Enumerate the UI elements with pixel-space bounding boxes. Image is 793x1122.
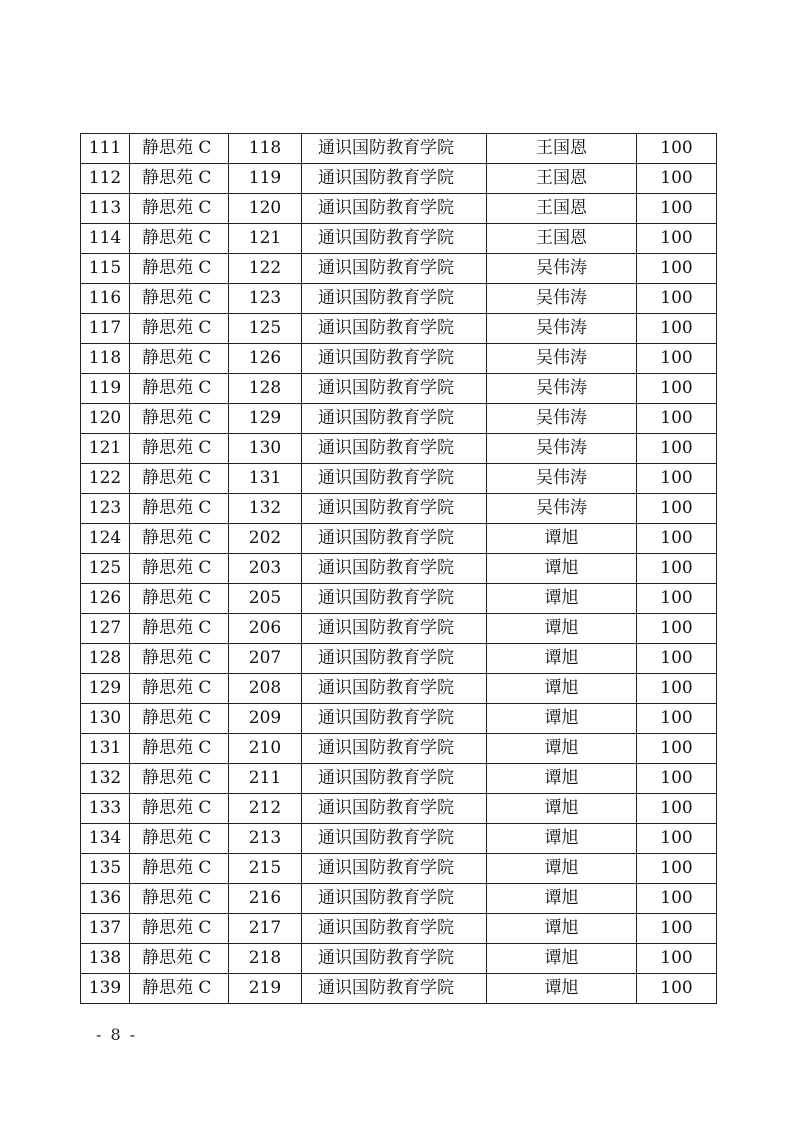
- cell-score: 100: [637, 464, 717, 494]
- cell-inspector-name: 谭旭: [487, 524, 637, 554]
- cell-building: 静思苑 C: [130, 164, 229, 194]
- table-row: [81, 944, 717, 974]
- cell-room-number: 120: [229, 194, 302, 224]
- cell-inspector-name: 谭旭: [487, 674, 637, 704]
- cell-room-number: 207: [229, 644, 302, 674]
- cell-row-number: 112: [81, 164, 130, 194]
- cell-inspector-name: 谭旭: [487, 914, 637, 944]
- cell-inspector-name: 谭旭: [487, 794, 637, 824]
- cell-room-number: 213: [229, 824, 302, 854]
- cell-score: 100: [637, 584, 717, 614]
- cell-department: 通识国防教育学院: [302, 734, 487, 764]
- cell-department: 通识国防教育学院: [302, 374, 487, 404]
- cell-building: 静思苑 C: [130, 854, 229, 884]
- cell-score: 100: [637, 344, 717, 374]
- cell-department: 通识国防教育学院: [302, 554, 487, 584]
- cell-department: 通识国防教育学院: [302, 194, 487, 224]
- cell-department: 通识国防教育学院: [302, 674, 487, 704]
- cell-score: 100: [637, 644, 717, 674]
- cell-score: 100: [637, 614, 717, 644]
- cell-room-number: 219: [229, 974, 302, 1004]
- cell-row-number: 129: [81, 674, 130, 704]
- cell-row-number: 115: [81, 254, 130, 284]
- cell-row-number: 116: [81, 284, 130, 314]
- cell-inspector-name: 谭旭: [487, 734, 637, 764]
- cell-building: 静思苑 C: [130, 614, 229, 644]
- cell-row-number: 132: [81, 764, 130, 794]
- cell-room-number: 131: [229, 464, 302, 494]
- cell-row-number: 111: [81, 134, 130, 164]
- cell-inspector-name: 吴伟涛: [487, 344, 637, 374]
- cell-department: 通识国防教育学院: [302, 644, 487, 674]
- cell-room-number: 118: [229, 134, 302, 164]
- cell-department: 通识国防教育学院: [302, 284, 487, 314]
- cell-building: 静思苑 C: [130, 134, 229, 164]
- cell-row-number: 136: [81, 884, 130, 914]
- cell-row-number: 117: [81, 314, 130, 344]
- cell-department: 通识国防教育学院: [302, 824, 487, 854]
- cell-score: 100: [637, 704, 717, 734]
- cell-row-number: 126: [81, 584, 130, 614]
- cell-row-number: 134: [81, 824, 130, 854]
- cell-score: 100: [637, 884, 717, 914]
- dormitory-score-table: [80, 133, 717, 1004]
- cell-department: 通识国防教育学院: [302, 464, 487, 494]
- table-row: [81, 674, 717, 704]
- table-row: [81, 794, 717, 824]
- cell-room-number: 205: [229, 584, 302, 614]
- cell-score: 100: [637, 164, 717, 194]
- cell-room-number: 212: [229, 794, 302, 824]
- table-row: [81, 914, 717, 944]
- cell-row-number: 113: [81, 194, 130, 224]
- cell-inspector-name: 谭旭: [487, 554, 637, 584]
- cell-room-number: 217: [229, 914, 302, 944]
- cell-row-number: 120: [81, 404, 130, 434]
- cell-inspector-name: 谭旭: [487, 944, 637, 974]
- cell-score: 100: [637, 764, 717, 794]
- cell-score: 100: [637, 314, 717, 344]
- table-row: [81, 344, 717, 374]
- cell-building: 静思苑 C: [130, 674, 229, 704]
- cell-row-number: 125: [81, 554, 130, 584]
- table-row: [81, 554, 717, 584]
- cell-inspector-name: 谭旭: [487, 854, 637, 884]
- cell-room-number: 128: [229, 374, 302, 404]
- cell-row-number: 127: [81, 614, 130, 644]
- cell-building: 静思苑 C: [130, 524, 229, 554]
- cell-score: 100: [637, 194, 717, 224]
- cell-room-number: 202: [229, 524, 302, 554]
- cell-room-number: 218: [229, 944, 302, 974]
- cell-inspector-name: 谭旭: [487, 704, 637, 734]
- cell-building: 静思苑 C: [130, 194, 229, 224]
- cell-row-number: 122: [81, 464, 130, 494]
- cell-inspector-name: 谭旭: [487, 614, 637, 644]
- cell-department: 通识国防教育学院: [302, 524, 487, 554]
- cell-row-number: 121: [81, 434, 130, 464]
- cell-room-number: 209: [229, 704, 302, 734]
- table-row: [81, 704, 717, 734]
- table-row: [81, 854, 717, 884]
- table-row: [81, 764, 717, 794]
- table-row: [81, 734, 717, 764]
- cell-inspector-name: 谭旭: [487, 644, 637, 674]
- cell-inspector-name: 谭旭: [487, 824, 637, 854]
- cell-building: 静思苑 C: [130, 764, 229, 794]
- cell-department: 通识国防教育学院: [302, 614, 487, 644]
- cell-room-number: 119: [229, 164, 302, 194]
- cell-building: 静思苑 C: [130, 584, 229, 614]
- cell-room-number: 123: [229, 284, 302, 314]
- cell-room-number: 122: [229, 254, 302, 284]
- cell-row-number: 135: [81, 854, 130, 884]
- cell-room-number: 121: [229, 224, 302, 254]
- cell-inspector-name: 吴伟涛: [487, 464, 637, 494]
- cell-building: 静思苑 C: [130, 974, 229, 1004]
- cell-room-number: 129: [229, 404, 302, 434]
- cell-row-number: 119: [81, 374, 130, 404]
- cell-department: 通识国防教育学院: [302, 494, 487, 524]
- cell-department: 通识国防教育学院: [302, 884, 487, 914]
- page-number: - 8 -: [96, 1025, 138, 1044]
- cell-building: 静思苑 C: [130, 434, 229, 464]
- cell-building: 静思苑 C: [130, 464, 229, 494]
- cell-room-number: 203: [229, 554, 302, 584]
- cell-department: 通识国防教育学院: [302, 764, 487, 794]
- cell-score: 100: [637, 794, 717, 824]
- cell-room-number: 215: [229, 854, 302, 884]
- cell-department: 通识国防教育学院: [302, 974, 487, 1004]
- cell-inspector-name: 吴伟涛: [487, 494, 637, 524]
- cell-inspector-name: 吴伟涛: [487, 314, 637, 344]
- cell-department: 通识国防教育学院: [302, 134, 487, 164]
- cell-row-number: 123: [81, 494, 130, 524]
- table-row: [81, 974, 717, 1004]
- cell-row-number: 131: [81, 734, 130, 764]
- table-row: [81, 434, 717, 464]
- cell-building: 静思苑 C: [130, 554, 229, 584]
- cell-score: 100: [637, 974, 717, 1004]
- cell-department: 通识国防教育学院: [302, 254, 487, 284]
- table-row: [81, 134, 717, 164]
- cell-inspector-name: 吴伟涛: [487, 404, 637, 434]
- cell-department: 通识国防教育学院: [302, 704, 487, 734]
- cell-inspector-name: 谭旭: [487, 764, 637, 794]
- cell-score: 100: [637, 824, 717, 854]
- cell-row-number: 139: [81, 974, 130, 1004]
- cell-score: 100: [637, 404, 717, 434]
- table-row: [81, 194, 717, 224]
- cell-department: 通识国防教育学院: [302, 164, 487, 194]
- cell-building: 静思苑 C: [130, 884, 229, 914]
- table-row: [81, 884, 717, 914]
- cell-inspector-name: 王国恩: [487, 224, 637, 254]
- cell-row-number: 128: [81, 644, 130, 674]
- cell-room-number: 216: [229, 884, 302, 914]
- table-row: [81, 614, 717, 644]
- cell-building: 静思苑 C: [130, 404, 229, 434]
- cell-score: 100: [637, 914, 717, 944]
- table-row: [81, 314, 717, 344]
- cell-row-number: 130: [81, 704, 130, 734]
- cell-building: 静思苑 C: [130, 284, 229, 314]
- cell-row-number: 133: [81, 794, 130, 824]
- cell-score: 100: [637, 734, 717, 764]
- cell-score: 100: [637, 554, 717, 584]
- cell-inspector-name: 吴伟涛: [487, 284, 637, 314]
- cell-score: 100: [637, 374, 717, 404]
- cell-row-number: 114: [81, 224, 130, 254]
- cell-inspector-name: 王国恩: [487, 134, 637, 164]
- cell-room-number: 132: [229, 494, 302, 524]
- table-row: [81, 224, 717, 254]
- table-body: [81, 134, 717, 1004]
- cell-department: 通识国防教育学院: [302, 584, 487, 614]
- cell-building: 静思苑 C: [130, 314, 229, 344]
- cell-inspector-name: 谭旭: [487, 584, 637, 614]
- cell-department: 通识国防教育学院: [302, 404, 487, 434]
- cell-score: 100: [637, 134, 717, 164]
- cell-inspector-name: 王国恩: [487, 164, 637, 194]
- cell-score: 100: [637, 674, 717, 704]
- cell-building: 静思苑 C: [130, 254, 229, 284]
- table-row: [81, 584, 717, 614]
- cell-inspector-name: 谭旭: [487, 974, 637, 1004]
- cell-score: 100: [637, 254, 717, 284]
- cell-department: 通识国防教育学院: [302, 314, 487, 344]
- table-row: [81, 254, 717, 284]
- cell-inspector-name: 吴伟涛: [487, 434, 637, 464]
- cell-building: 静思苑 C: [130, 944, 229, 974]
- cell-department: 通识国防教育学院: [302, 344, 487, 374]
- cell-building: 静思苑 C: [130, 344, 229, 374]
- cell-department: 通识国防教育学院: [302, 224, 487, 254]
- cell-department: 通识国防教育学院: [302, 854, 487, 884]
- cell-room-number: 208: [229, 674, 302, 704]
- table-row: [81, 644, 717, 674]
- cell-building: 静思苑 C: [130, 494, 229, 524]
- cell-score: 100: [637, 524, 717, 554]
- cell-score: 100: [637, 284, 717, 314]
- cell-score: 100: [637, 494, 717, 524]
- cell-score: 100: [637, 944, 717, 974]
- cell-department: 通识国防教育学院: [302, 434, 487, 464]
- cell-inspector-name: 王国恩: [487, 194, 637, 224]
- cell-inspector-name: 吴伟涛: [487, 374, 637, 404]
- cell-score: 100: [637, 224, 717, 254]
- cell-row-number: 118: [81, 344, 130, 374]
- cell-building: 静思苑 C: [130, 374, 229, 404]
- cell-building: 静思苑 C: [130, 704, 229, 734]
- table-row: [81, 404, 717, 434]
- cell-inspector-name: 吴伟涛: [487, 254, 637, 284]
- table-row: [81, 494, 717, 524]
- cell-building: 静思苑 C: [130, 734, 229, 764]
- table-row: [81, 374, 717, 404]
- cell-room-number: 206: [229, 614, 302, 644]
- table-row: [81, 284, 717, 314]
- cell-room-number: 126: [229, 344, 302, 374]
- cell-inspector-name: 谭旭: [487, 884, 637, 914]
- cell-building: 静思苑 C: [130, 794, 229, 824]
- cell-room-number: 210: [229, 734, 302, 764]
- cell-department: 通识国防教育学院: [302, 794, 487, 824]
- cell-row-number: 124: [81, 524, 130, 554]
- cell-department: 通识国防教育学院: [302, 914, 487, 944]
- cell-score: 100: [637, 854, 717, 884]
- table-row: [81, 824, 717, 854]
- cell-building: 静思苑 C: [130, 914, 229, 944]
- cell-building: 静思苑 C: [130, 644, 229, 674]
- cell-score: 100: [637, 434, 717, 464]
- cell-building: 静思苑 C: [130, 824, 229, 854]
- cell-row-number: 137: [81, 914, 130, 944]
- cell-room-number: 211: [229, 764, 302, 794]
- table-row: [81, 524, 717, 554]
- table-row: [81, 464, 717, 494]
- cell-room-number: 125: [229, 314, 302, 344]
- cell-room-number: 130: [229, 434, 302, 464]
- cell-department: 通识国防教育学院: [302, 944, 487, 974]
- table-row: [81, 164, 717, 194]
- cell-row-number: 138: [81, 944, 130, 974]
- cell-building: 静思苑 C: [130, 224, 229, 254]
